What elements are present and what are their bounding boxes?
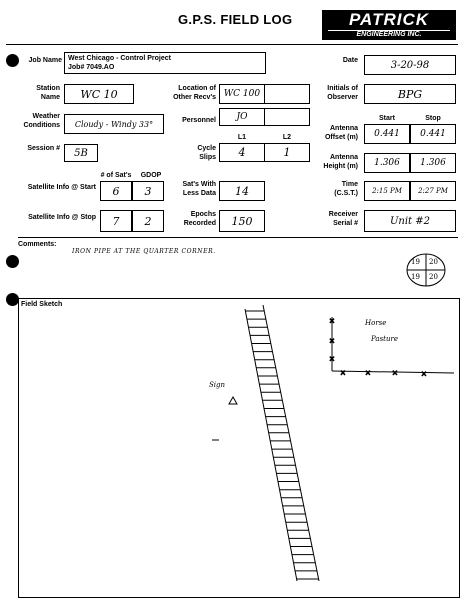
antenna-height-stop-field[interactable]: 1.306 bbox=[410, 153, 456, 173]
sat-start-count-field[interactable]: 6 bbox=[100, 181, 132, 201]
personnel-field[interactable]: JO bbox=[219, 108, 265, 126]
antenna-offset-label-line2: Offset (m) bbox=[324, 134, 358, 141]
section-bl: 19 bbox=[411, 273, 420, 281]
sat-stop-count-field[interactable]: 7 bbox=[100, 210, 132, 232]
cycle-slips-l1-field[interactable]: 4 bbox=[219, 143, 265, 162]
weather-label-line2: Conditions bbox=[23, 122, 60, 129]
receiver-label-line1: Receiver bbox=[328, 211, 358, 218]
station-label-line2: Name bbox=[40, 94, 60, 101]
sketch-note-sign: Sign bbox=[209, 381, 226, 389]
date-label: Date bbox=[342, 57, 358, 64]
receiver-label-line2: Serial # bbox=[333, 220, 358, 227]
sat-start-gdop-field[interactable]: 3 bbox=[132, 181, 164, 201]
sats-less-data-field[interactable]: 14 bbox=[219, 181, 265, 201]
company-logo bbox=[322, 10, 456, 40]
svg-text:×: × bbox=[329, 317, 335, 325]
svg-text:×: × bbox=[329, 355, 335, 363]
section-br: 20 bbox=[429, 273, 438, 281]
sats-less-data-label-line2: Less Data bbox=[182, 190, 216, 197]
railroad-track-drawing bbox=[245, 305, 319, 581]
session-label: Session # bbox=[27, 145, 60, 152]
section-corner-mark bbox=[405, 253, 447, 287]
cycle-slips-l1-header: L1 bbox=[237, 134, 247, 141]
gdop-header: GDOP bbox=[140, 172, 162, 179]
antenna-offset-start-field[interactable]: 0.441 bbox=[364, 124, 410, 144]
job-name-field[interactable] bbox=[64, 52, 266, 74]
personnel-label: Personnel bbox=[182, 117, 216, 124]
job-name-value: West Chicago - Control Project bbox=[68, 55, 171, 62]
other-recv-label-line2: Other Recv's bbox=[173, 94, 216, 101]
cycle-slips-l2-header: L2 bbox=[282, 134, 292, 141]
time-label-line1: Time bbox=[341, 181, 358, 188]
antenna-height-label-line1: Antenna bbox=[330, 154, 358, 161]
svg-text:×: × bbox=[329, 337, 335, 345]
antenna-offset-stop-field[interactable]: 0.441 bbox=[410, 124, 456, 144]
sat-stop-gdop-field[interactable]: 2 bbox=[132, 210, 164, 232]
svg-text:×: × bbox=[421, 370, 427, 378]
weather-field[interactable]: Cloudy - Windy 33° bbox=[64, 114, 164, 134]
session-field[interactable]: 5B bbox=[64, 144, 98, 162]
epochs-label-line2: Recorded bbox=[183, 220, 216, 227]
sats-less-data-label-line1: Sat's With bbox=[182, 181, 216, 188]
time-start-field[interactable]: 2:15 PM bbox=[364, 181, 410, 201]
epochs-label-line1: Epochs bbox=[190, 211, 216, 218]
antenna-stop-header: Stop bbox=[425, 115, 441, 122]
time-label-line2: (C.S.T.) bbox=[334, 190, 358, 197]
date-field[interactable]: 3-20-98 bbox=[364, 55, 456, 75]
time-stop-field[interactable]: 2:27 PM bbox=[410, 181, 456, 201]
cycle-slips-label-line2: Slips bbox=[199, 154, 216, 161]
field-sketch-area[interactable] bbox=[18, 298, 460, 598]
svg-text:×: × bbox=[392, 369, 398, 377]
sketch-note-horse: Horse bbox=[365, 319, 387, 327]
comments-label: Comments: bbox=[18, 241, 57, 248]
binder-hole-2 bbox=[6, 255, 19, 268]
header-rule bbox=[6, 44, 458, 45]
other-recv-label-line1: Location of bbox=[178, 85, 216, 92]
epochs-field[interactable]: 150 bbox=[219, 210, 265, 232]
other-recv-field[interactable]: WC 100 bbox=[219, 84, 265, 104]
observer-label-line2: Observer bbox=[327, 94, 358, 101]
job-number-value: Job# 7049.AO bbox=[68, 64, 115, 71]
form-title: G.P.S. FIELD LOG bbox=[178, 12, 293, 27]
pasture-fence-drawing bbox=[329, 317, 454, 378]
antenna-offset-label-line1: Antenna bbox=[330, 125, 358, 132]
field-sketch-label: Field Sketch bbox=[21, 301, 63, 308]
sats-count-header: # of Sat's bbox=[100, 172, 132, 179]
cycle-slips-label-line1: Cycle bbox=[197, 145, 216, 152]
sat-stop-label: Satellite Info @ Stop bbox=[28, 214, 96, 221]
cycle-slips-l2-field[interactable]: 1 bbox=[264, 143, 310, 162]
comments-text[interactable]: IRON PIPE AT THE QUARTER CORNER. bbox=[72, 248, 216, 255]
sat-start-label: Satellite Info @ Start bbox=[27, 184, 96, 191]
section-tr: 20 bbox=[429, 258, 438, 266]
job-name-label: Job Name bbox=[28, 57, 62, 64]
comments-rule bbox=[18, 237, 458, 238]
binder-hole-1 bbox=[6, 54, 19, 67]
station-label-line1: Station bbox=[36, 85, 60, 92]
sketch-drawing bbox=[19, 299, 459, 597]
svg-text:×: × bbox=[340, 369, 346, 377]
section-tl: 19 bbox=[411, 258, 420, 266]
antenna-height-start-field[interactable]: 1.306 bbox=[364, 153, 410, 173]
receiver-serial-field[interactable]: Unit #2 bbox=[364, 210, 456, 232]
sign-marker-drawing bbox=[212, 397, 237, 440]
sketch-note-pasture: Pasture bbox=[371, 335, 398, 343]
other-recv-field-2[interactable] bbox=[264, 84, 310, 104]
logo-subtitle: ENGINEERING INC. bbox=[328, 30, 450, 39]
weather-label-line1: Weather bbox=[32, 113, 60, 120]
observer-initials-field[interactable]: BPG bbox=[364, 84, 456, 104]
station-name-field[interactable]: WC 10 bbox=[64, 84, 134, 104]
svg-text:×: × bbox=[365, 369, 371, 377]
personnel-field-2[interactable] bbox=[264, 108, 310, 126]
antenna-start-header: Start bbox=[379, 115, 395, 122]
observer-label-line1: Initials of bbox=[327, 85, 358, 92]
logo-name: PATRICK bbox=[348, 10, 430, 29]
antenna-height-label-line2: Height (m) bbox=[323, 163, 358, 170]
